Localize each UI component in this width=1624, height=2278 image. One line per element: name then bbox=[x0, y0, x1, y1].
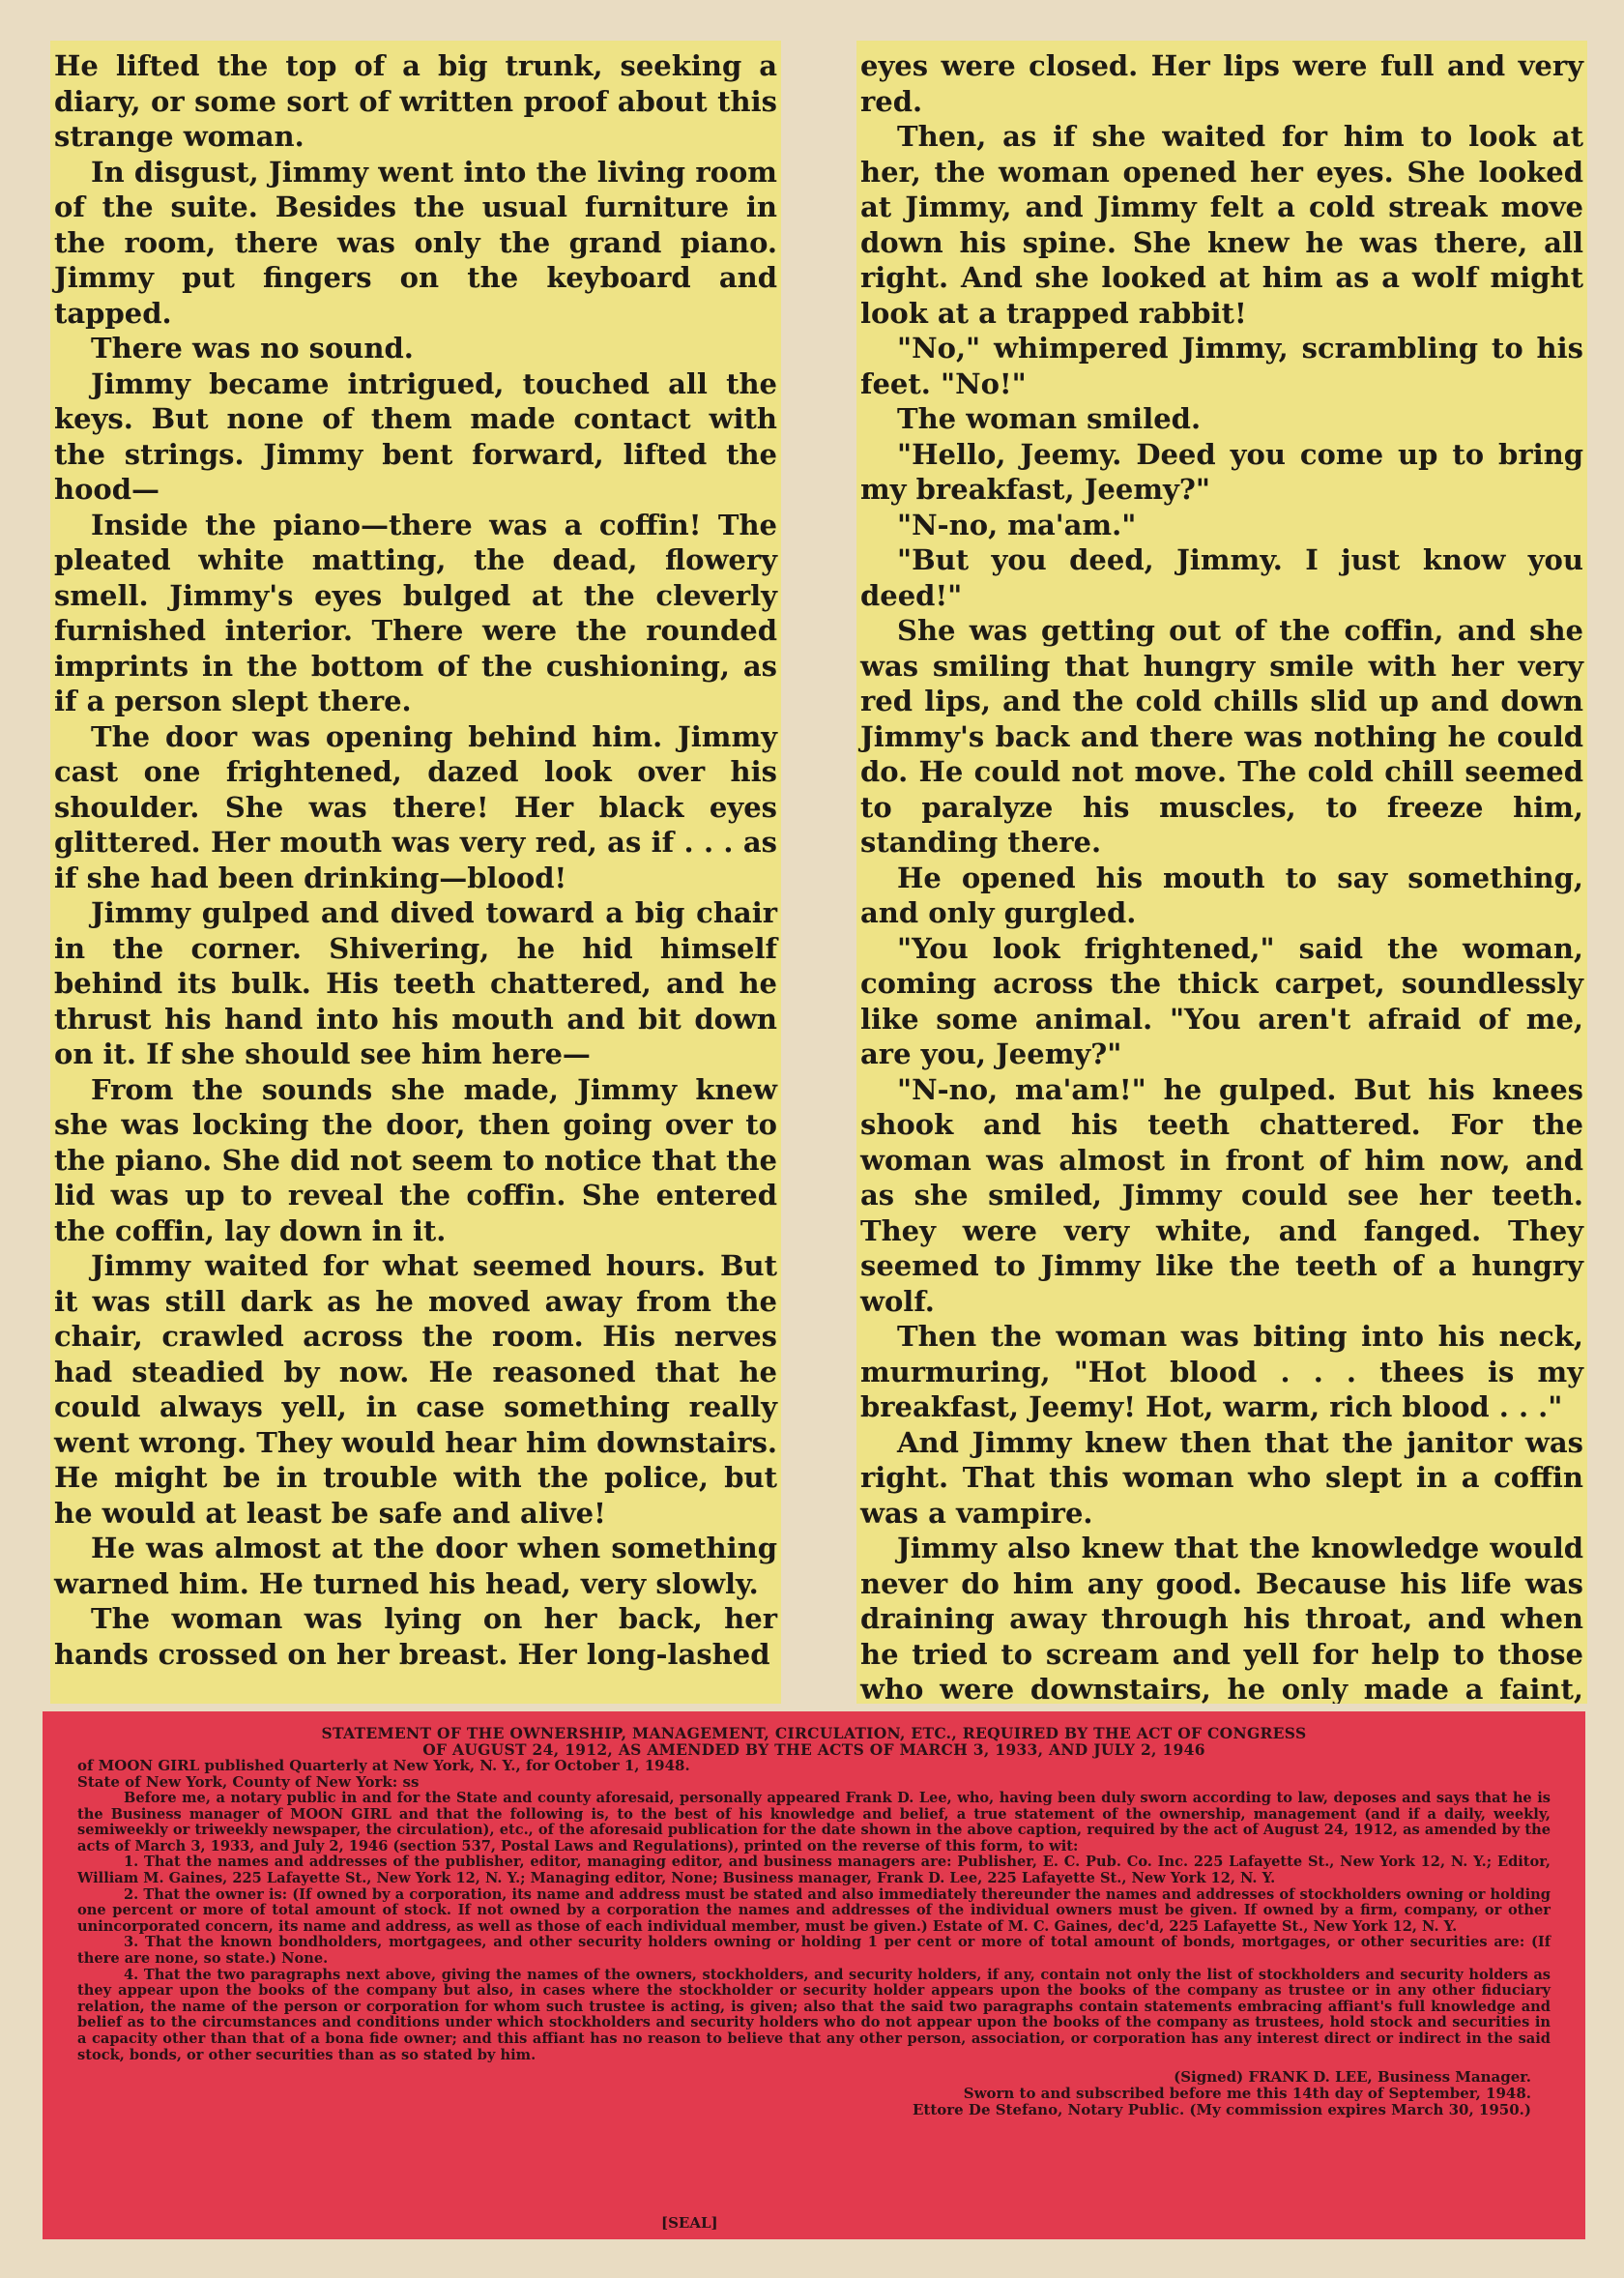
story-paragraph: "N-no, ma'am." bbox=[897, 508, 1137, 541]
statement-seal: [SEAL] bbox=[661, 2214, 718, 2232]
story-paragraph: Jimmy gulped and dived toward a big chair in the corner. Shivering, he hid himself behind its bulk. His teeth chattered, and he thrust his hand into his mouth and bit down on it. If she should see him here— bbox=[54, 896, 777, 1070]
statement-paragraph: Before me, a notary public in and for the State and county aforesaid, personally appeared Frank D. Lee, who, having been duly sworn according to law, deposes and says that he is the Business manager of MOON GIRL and that the following is, to the best of his knowledge and belief, a true statement of the ownership, management (and if a daily, weekly, semiweekly or triweekly newspaper, the circulation), etc., of the aforesaid publication for the date shown in the above caption, required by the act of August 24, 1912, as amended by the acts of March 3, 1933, and July 2, 1946 (section 537, Postal Laws and Regulations), printed on the reverse of this form, to wit: bbox=[77, 1790, 1551, 1855]
story-column-left bbox=[50, 41, 781, 1704]
statement-publication-line: of MOON GIRL published Quarterly at New York, N. Y., for October 1, 1948. bbox=[77, 1757, 690, 1774]
story-paragraph: He lifted the top of a big trunk, seeking a diary, or some sort of written proof about this strange woman. bbox=[54, 49, 777, 153]
ownership-statement-box bbox=[43, 1711, 1585, 2239]
story-paragraph: Then the woman was biting into his neck, murmuring, "Hot blood . . . thees is my breakfast, Jeemy! Hot, warm, rich blood . . ." bbox=[860, 1320, 1583, 1423]
statement-paragraph: 1. That the names and addresses of the publisher, editor, managing editor, and business managers are: Publisher, E. C. Pub. Co. Inc. 225 Lafayette St., New York 12, N. Y.; Editor, William M. Gaines, 225 Lafayette St., New York 12, N. Y.; Managing editor, None; Business manager, Frank D. Lee, 225 Lafayette St., New York 12, N. Y. bbox=[77, 1854, 1551, 1886]
story-paragraph: "But you deed, Jimmy. I just know you deed!" bbox=[860, 543, 1583, 612]
statement-paragraph: 4. That the two paragraphs next above, giving the names of the owners, stockholders, and security holders, if any, contain not only the list of stockholders and security holders as they appear upon the books of the company but also, in cases where the stockholder or security holder appears upon the books of the company as trustee or in any other fiduciary relation, the name of the person or corporation for whom such trustee is acting, is given; also that the said two paragraphs contain statements embracing affiant's full knowledge and belief as to the circumstances and conditions under which stockholders and security holders who do not appear upon the books of the company as trustees, hold stock and securities in a capacity other than that of a bona fide owner; and this affiant has no reason to believe that any other person, association, or corporation has any interest direct or indirect in the said stock, bonds, or other securities than as so stated by him. bbox=[77, 1966, 1551, 2063]
statement-state-line: State of New York, County of New York: ss bbox=[77, 1773, 420, 1791]
story-paragraph: He opened his mouth to say something, and only gurgled. bbox=[860, 861, 1583, 929]
story-paragraph: eyes were closed. Her lips were full and very red. bbox=[860, 49, 1583, 118]
statement-signature: (Signed) FRANK D. LEE, Business Manager. bbox=[1174, 2068, 1531, 2087]
statement-paragraph: 3. That the known bondholders, mortgagees, and other security holders owning or holding 1 per cent or more of total amount of bonds, mortgages, or other securities are: (If there are none, so state.) None. bbox=[77, 1934, 1551, 1967]
statement-title-line2: OF AUGUST 24, 1912, AS AMENDED BY THE ACTS OF MARCH 3, 1933, AND JULY 2, 1946 bbox=[422, 1740, 1205, 1759]
story-paragraph: She was getting out of the coffin, and she was smiling that hungry smile with her very red lips, and the cold chills slid up and down Jimmy's back and there was nothing he could do. He could not move. The cold chill seemed to paralyze his muscles, to freeze him, standing there. bbox=[860, 614, 1583, 859]
story-paragraph: Inside the piano—there was a coffin! The pleated white matting, the dead, flowery smell. Jimmy's eyes bulged at the cleverly furnished interior. There were the rounded imprints in the bottom of the cushioning, as if a person slept there. bbox=[54, 508, 777, 717]
story-paragraph: "No," whimpered Jimmy, scrambling to his feet. "No!" bbox=[860, 332, 1583, 400]
story-paragraph: "N-no, ma'am!" he gulped. But his knees shook and his teeth chattered. For the woman was almost in front of him now, and as she smiled, Jimmy could see her teeth. They were very white, and fanged. They seemed to Jimmy like the teeth of a hungry wolf. bbox=[860, 1072, 1583, 1318]
story-paragraph: "You look frightened," said the woman, coming across the thick carpet, soundlessly like some animal. "You aren't afraid of me, are you, Jeemy?" bbox=[860, 931, 1583, 1070]
story-paragraph: Then, as if she waited for him to look at her, the woman opened her eyes. She looked at Jimmy, and Jimmy felt a cold streak move down his spine. She knew he was there, all right. And she looked at him as a wolf might look at a trapped rabbit! bbox=[860, 120, 1583, 330]
story-paragraph: The woman was lying on her back, her hands crossed on her breast. Her long-lashed bbox=[54, 1602, 777, 1671]
story-paragraph: He was almost at the door when something warned him. He turned his head, very slowly. bbox=[54, 1532, 777, 1600]
statement-notary: Ettore De Stefano, Notary Public. (My commission expires March 30, 1950.) bbox=[912, 2101, 1531, 2119]
story-paragraph: In disgust, Jimmy went into the living room of the suite. Besides the usual furniture in the room, there was only the grand piano. Jimmy put fingers on the keyboard and tapped. bbox=[54, 155, 777, 330]
story-paragraph: The woman smiled. bbox=[897, 402, 1202, 435]
story-paragraph: "Hello, Jeemy. Deed you come up to bring my breakfast, Jeemy?" bbox=[860, 437, 1583, 506]
statement-paragraph: 2. That the owner is: (If owned by a corporation, its name and address must be stated and also immediately thereunder the names and addresses of stockholders owning or holding one percent or more of total amount of stock. If not owned by a corporation the names and addresses of the individual owners must be given. If owned by a firm, company, or other unincorporated concern, its name and address, as well as those of each individual member, must be given.) Estate of M. C. Gaines, dec'd, 225 Lafayette St., New York 12, N. Y. bbox=[77, 1885, 1551, 1935]
statement-body bbox=[77, 1791, 1551, 2063]
story-paragraph: And Jimmy knew then that the janitor was right. That this woman who slept in a coffin was a vampire. bbox=[860, 1425, 1583, 1530]
story-paragraph: There was no sound. bbox=[91, 332, 414, 365]
story-paragraph: Jimmy also knew that the knowledge would never do him any good. Because his life was draining away through his throat, and when he tried to scream and yell for help to those who were downstairs, he only made a faint, bbox=[860, 1532, 1583, 1704]
story-paragraph: Jimmy waited for what seemed hours. But it was still dark as he moved away from the chair, crawled across the room. His nerves had steadied by now. He reasoned that he could always yell, in case something really went wrong. They would hear him downstairs. He might be in trouble with the police, but he would at least be safe and alive! bbox=[54, 1249, 777, 1530]
statement-sworn: Sworn to and subscribed before me this 14th day of September, 1948. bbox=[963, 2085, 1531, 2103]
story-column-right bbox=[856, 41, 1587, 1704]
story-paragraph: The door was opening behind him. Jimmy cast one frightened, dazed look over his shoulder. She was there! Her black eyes glittered. Her mouth was very red, as if . . . as if she had been drinking—blood! bbox=[54, 719, 777, 894]
story-paragraph: Jimmy became intrigued, touched all the keys. But none of them made contact with the strings. Jimmy bent forward, lifted the hood— bbox=[54, 366, 777, 506]
statement-title-line1: STATEMENT OF THE OWNERSHIP, MANAGEMENT, CIRCULATION, ETC., REQUIRED BY THE ACT OF CONGRESS bbox=[321, 1724, 1307, 1742]
story-paragraph: From the sounds she made, Jimmy knew she was locking the door, then going over to the piano. She did not seem to notice that the lid was up to reveal the coffin. She entered the coffin, lay down in it. bbox=[54, 1072, 777, 1247]
